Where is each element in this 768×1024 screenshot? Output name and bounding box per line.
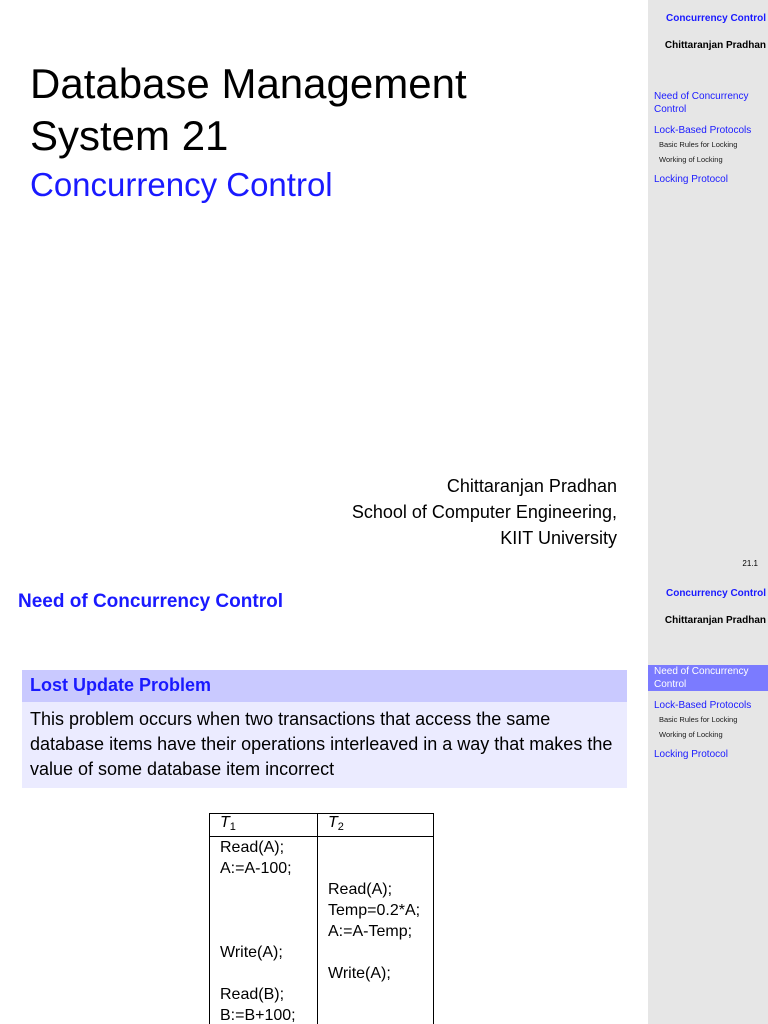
sidebar-title[interactable]: Concurrency Control	[665, 588, 766, 599]
institute-line-2: KIIT University	[500, 528, 617, 548]
cell-t2: Read(A);	[318, 879, 434, 900]
cell-t1: A:=A-100;	[210, 858, 318, 879]
frame-title: Need of Concurrency Control	[18, 591, 283, 612]
author-block	[352, 473, 617, 551]
sidebar-title[interactable]: Concurrency Control	[665, 13, 766, 24]
page-number: 21.1	[742, 559, 758, 568]
cell-t1: B:=B+100;	[210, 1005, 318, 1024]
cell-t1	[210, 900, 318, 921]
cell-t2: A:=A-Temp;	[318, 921, 434, 942]
schedule-table	[209, 813, 434, 1024]
sidebar-nav	[654, 90, 768, 194]
cell-t1	[210, 921, 318, 942]
presentation-title	[30, 58, 467, 162]
cell-t1: Write(A);	[210, 942, 318, 963]
sidebar-item-lock-based-protocols[interactable]: Lock-Based Protocols	[654, 700, 752, 711]
table-row	[210, 858, 434, 879]
block-title: Lost Update Problem	[22, 670, 627, 702]
table-row	[210, 900, 434, 921]
cell-t1: Read(A);	[210, 837, 318, 859]
title-line-1: Database Management	[30, 60, 467, 107]
table-row	[210, 837, 434, 859]
header-t1-sub: 1	[229, 821, 236, 833]
header-t2-name: T	[328, 814, 338, 831]
presentation-subtitle: Concurrency Control	[30, 166, 333, 203]
institute-line-1: School of Computer Engineering,	[351, 502, 617, 522]
table-row	[210, 984, 434, 1005]
cell-t2	[318, 942, 434, 963]
sidebar-item-need-of-concurrency-control[interactable]: Need of Concurrency Control	[654, 91, 749, 115]
cell-t2	[318, 837, 434, 859]
cell-t1	[210, 963, 318, 984]
sidebar-item-working-of-locking[interactable]: Working of Locking	[659, 155, 723, 164]
cell-t2	[318, 1005, 434, 1024]
slide-need-of-concurrency-control	[0, 575, 768, 1024]
cell-t2: Temp=0.2*A;	[318, 900, 434, 921]
sidebar-item-basic-rules-for-locking[interactable]: Basic Rules for Locking	[659, 140, 738, 149]
table-row	[210, 879, 434, 900]
sidebar-item-lock-based-protocols[interactable]: Lock-Based Protocols	[654, 125, 752, 136]
sidebar	[648, 0, 768, 575]
sidebar-item-locking-protocol[interactable]: Locking Protocol	[654, 749, 728, 760]
sidebar-author: Chittaranjan Pradhan	[664, 40, 766, 51]
definition-block	[22, 670, 627, 788]
cell-t2	[318, 858, 434, 879]
header-t1	[210, 814, 318, 837]
author-name: Chittaranjan Pradhan	[446, 476, 617, 496]
cell-t2: Write(A);	[318, 963, 434, 984]
block-body: This problem occurs when two transactions that access the same database items have their operations interleaved in a way that makes the value of some database item incorrect	[22, 702, 627, 788]
sidebar-item-working-of-locking[interactable]: Working of Locking	[659, 730, 723, 739]
sidebar-nav	[654, 665, 768, 769]
sidebar-author: Chittaranjan Pradhan	[664, 615, 766, 626]
table-header-row	[210, 814, 434, 837]
header-t2	[318, 814, 434, 837]
table-row	[210, 963, 434, 984]
table-row	[210, 921, 434, 942]
cell-t1: Read(B);	[210, 984, 318, 1005]
sidebar-item-locking-protocol[interactable]: Locking Protocol	[654, 174, 728, 185]
header-t2-sub: 2	[337, 821, 344, 833]
table-row	[210, 1005, 434, 1024]
sidebar	[648, 575, 768, 1024]
cell-t1	[210, 879, 318, 900]
header-t1-name: T	[220, 814, 230, 831]
cell-t2	[318, 984, 434, 1005]
table-row	[210, 942, 434, 963]
sidebar-item-basic-rules-for-locking[interactable]: Basic Rules for Locking	[659, 715, 738, 724]
title-line-2: System 21	[30, 112, 229, 159]
sidebar-item-need-of-concurrency-control[interactable]: Need of Concurrency Control	[648, 665, 768, 691]
